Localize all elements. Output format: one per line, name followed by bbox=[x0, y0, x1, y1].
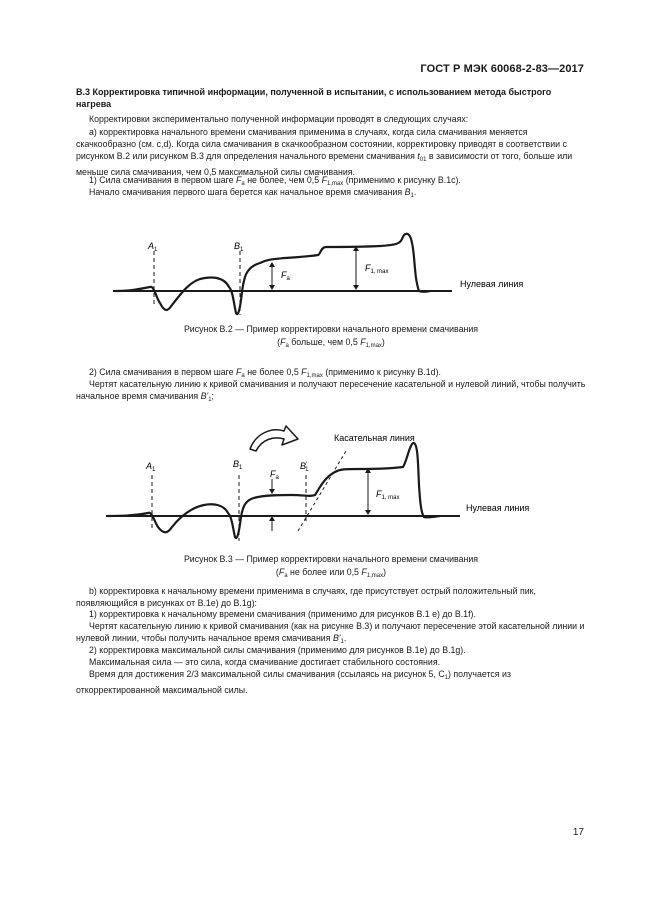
sub: 1 bbox=[305, 467, 309, 473]
text: 2) Сила смачивания в первом шаге bbox=[89, 367, 237, 377]
sub: 1 bbox=[410, 193, 414, 199]
b1-prime-label bbox=[300, 461, 309, 473]
tangent-paragraph bbox=[76, 378, 586, 406]
text: (применимо к рисунку В.1d). bbox=[322, 367, 441, 377]
sub: 1,max bbox=[326, 181, 344, 187]
sub: 1,max bbox=[365, 343, 382, 349]
text: ( bbox=[275, 567, 279, 577]
text: ) получается из откорректированной максимальной силы. bbox=[76, 669, 511, 695]
sub: 1 bbox=[208, 397, 212, 403]
var: F bbox=[361, 567, 367, 577]
sub: a bbox=[241, 181, 245, 187]
a1-label bbox=[147, 241, 158, 253]
symbol: B bbox=[300, 461, 307, 471]
text: . bbox=[413, 187, 417, 197]
b1-label bbox=[234, 241, 244, 253]
sub: 1 bbox=[239, 465, 243, 471]
var: F bbox=[236, 367, 242, 377]
sup: ' bbox=[306, 462, 308, 468]
sub: 1,max bbox=[366, 573, 384, 579]
text: Чертят касательную линию к кривой смачивания (как на рисунке В.3) и получают пересечение этой касательной линии и нулевой линии, чтобы получить начальное время смачивания bbox=[76, 621, 585, 643]
curved-arrow-icon bbox=[250, 426, 298, 451]
text: ( bbox=[277, 337, 281, 347]
item-b2-paragraph: 2) корректировка максимальной силы смачивания (применимо для рисунков В.1е) до В.1g). bbox=[89, 645, 466, 655]
f1max-label bbox=[376, 489, 400, 501]
sub: a bbox=[275, 475, 279, 481]
figure-b3-caption: Рисунок В.3 — Пример корректировки начального времени смачивания bbox=[183, 554, 479, 564]
sub: a bbox=[241, 373, 245, 379]
figure-b2-caption: Рисунок В.2 — Пример корректировки начального времени смачивания bbox=[183, 324, 479, 334]
var: F bbox=[236, 175, 242, 185]
symbol: A bbox=[148, 241, 155, 251]
var: F bbox=[360, 337, 366, 347]
sub: a bbox=[284, 573, 288, 579]
sub: 1 bbox=[240, 247, 244, 253]
text: не более 0,5 bbox=[244, 367, 302, 377]
text: больше, чем 0,5 bbox=[288, 337, 361, 347]
symbol: A bbox=[146, 461, 153, 471]
tangent-label: Касательная линия bbox=[334, 433, 415, 443]
symbol: F bbox=[365, 263, 371, 273]
text: 1) Сила смачивания в первом шаге bbox=[89, 175, 237, 185]
zero-line-label: Нулевая линия bbox=[460, 279, 524, 289]
fa-label bbox=[270, 469, 280, 481]
symbol: B bbox=[234, 241, 241, 251]
text: не более или 0,5 bbox=[287, 567, 362, 577]
figure-b3-diagram bbox=[0, 425, 646, 545]
fa-label bbox=[281, 270, 291, 282]
figure-b2-caption-line2 bbox=[76, 336, 586, 352]
symbol: F bbox=[376, 489, 382, 499]
var: F bbox=[301, 367, 307, 377]
text: Чертят касательную линию к кривой смачивания и получают пересечение касательной и нулевой линий, чтобы получить начальное время смачивания bbox=[76, 379, 586, 401]
symbol: F bbox=[270, 469, 276, 479]
sub: a bbox=[286, 276, 290, 282]
section-title: В.3 Корректировка типичной информации, полученной в испытании, с использованием метода быстрого нагрева bbox=[76, 87, 552, 109]
max-force-paragraph: Максимальная сила — это сила, когда смачивание достигает стабильного состояния. bbox=[89, 657, 441, 667]
text: Начало смачивания первого шага берется как начальное время смачивания bbox=[89, 187, 405, 197]
var: F bbox=[278, 567, 285, 577]
var: B' bbox=[332, 633, 341, 643]
sub: 1, max bbox=[370, 269, 389, 275]
sub: 1,max bbox=[306, 373, 323, 379]
sub: 1, max bbox=[381, 495, 400, 501]
fa-arrowhead-top bbox=[269, 489, 275, 494]
zero-line-label: Нулевая линия bbox=[466, 503, 530, 513]
var: B' bbox=[200, 391, 209, 401]
sub: 1 bbox=[154, 247, 158, 253]
text: (применимо к рисунку В.1с). bbox=[343, 175, 461, 185]
sub: a bbox=[285, 343, 289, 349]
page-number: 17 bbox=[572, 827, 584, 838]
document-code: ГОСТ Р МЭК 60068-2-83—2017 bbox=[420, 63, 584, 75]
sub: 01 bbox=[419, 157, 427, 163]
text: Время для достижения 2/3 максимальной силы смачивания (ссылаясь на рисунок 5, С bbox=[89, 669, 445, 679]
text: а) корректировка начального времени смачивания применима в случаях, когда сила смачивания меняется скачкообразно (см. с,d). Когда сила смачивания в скачкообразном состоянии, корректировку приводят в соответствии с рисунком В.2 или рисунком В.3 для определения начального времени смачивания bbox=[76, 127, 567, 161]
figure-b2-diagram bbox=[0, 225, 646, 315]
text: ) bbox=[383, 567, 387, 577]
text: в зависимости от того, больше или меньше сила смачивания, чем 0,5 максимальной силы смачивания. bbox=[76, 151, 573, 177]
sub: 1 bbox=[152, 467, 156, 473]
text: . bbox=[343, 633, 347, 643]
var: t bbox=[417, 151, 420, 161]
b1-label bbox=[233, 459, 243, 471]
item-b-paragraph: b) корректировка к начальному времени применима в случаях, где присутствует острый положительный пик, появляющийся в рисунках от В.1е) до В.1g): bbox=[76, 586, 536, 608]
sub: 1 bbox=[444, 675, 449, 681]
symbol: B bbox=[233, 459, 240, 469]
text: ; bbox=[211, 391, 214, 401]
figure-b3-caption-line2 bbox=[76, 566, 586, 582]
text: не более, чем 0,5 bbox=[244, 175, 322, 185]
symbol: F bbox=[281, 270, 287, 280]
var: B bbox=[404, 187, 411, 197]
start-paragraph bbox=[76, 186, 586, 202]
sub: 1 bbox=[340, 639, 344, 645]
var: F bbox=[321, 175, 327, 185]
time-paragraph bbox=[76, 668, 586, 696]
text: ) bbox=[381, 337, 385, 347]
f1max-label bbox=[365, 263, 389, 275]
intro-paragraph: Корректировки экспериментально полученной информации проводят в следующих случаях: bbox=[89, 114, 469, 124]
item-a-paragraph bbox=[76, 126, 586, 178]
item-b1-paragraph: 1) корректировка к начальному времени смачивания (применимо для рисунков В.1 е) до В.1f). bbox=[89, 609, 476, 619]
a1-label bbox=[145, 461, 156, 473]
var: F bbox=[280, 337, 286, 347]
